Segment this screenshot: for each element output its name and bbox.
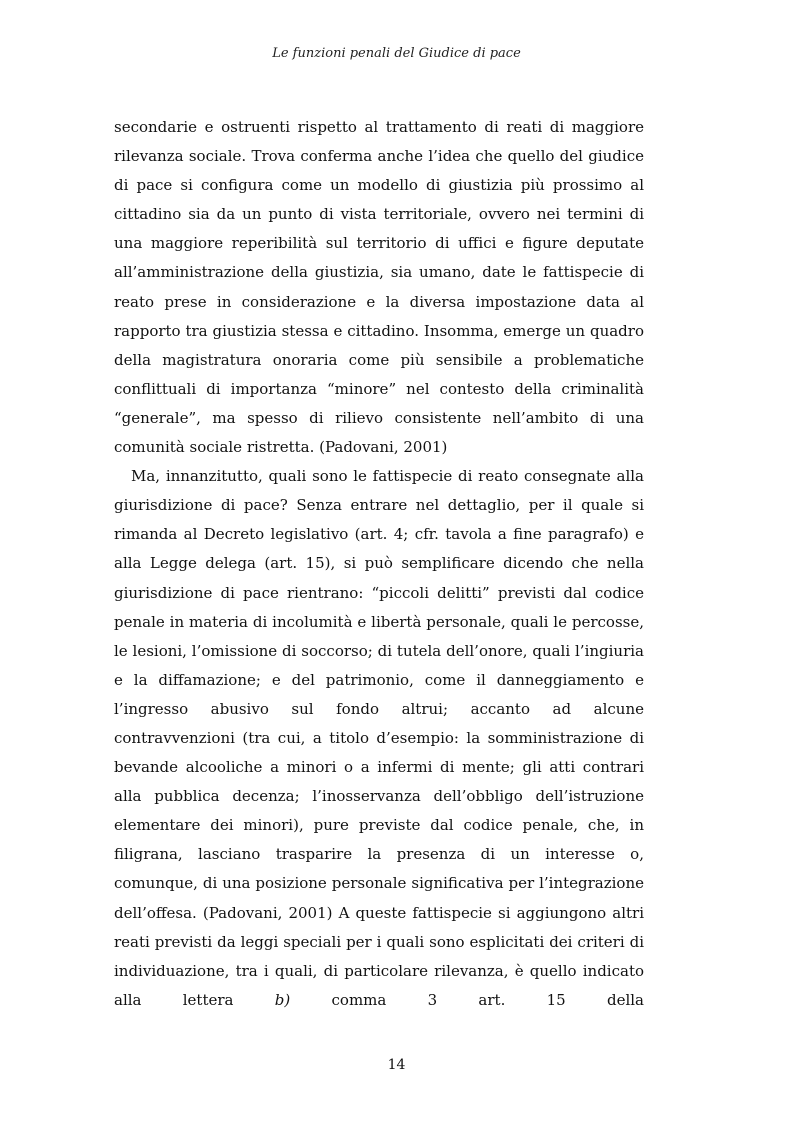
body-text: [114, 113, 644, 1015]
running-header: Le funzioni penali del Giudice di pace: [272, 46, 521, 61]
page-number: 14: [387, 1057, 406, 1073]
paragraph: secondarie e ostruenti rispetto al trattamento di reati di maggiore rilevanza sociale. Trova conferma anche l’idea che quello del giudice di pace si configura come un modello di giustizia più prossimo al cittadino sia da un punto di vista territoriale, ovvero nei termini di una maggiore reperibilità sul territorio di uffici e figure deputate all’amministrazione della giustizia, sia umano, date le fattispecie di reato prese in considerazione e la diversa impostazione data al rapporto tra giustizia stessa e cittadino. Insomma, emerge un quadro della magistratura onoraria come più sensibile a problematiche conflittuali di importanza “minore” nel contesto della criminalità “generale”, ma spesso di rilievo consistente nell’ambito di una comunità sociale ristretta. (Padovani, 2001): [114, 118, 644, 457]
paragraph-text: Ma, innanzitutto, quali sono le fattispecie di reato consegnate alla giurisdizione di pace? Senza entrare nel dettaglio, per il quale si rimanda al Decreto legislativo (art. 4; cfr. tavola a fine paragrafo) e alla Legge delega (art. 15), si può semplificare dicendo che nella giurisdizione di pace rientrano: “piccoli delitti” previsti dal codice penale in materia di incolumità e libertà personale, quali le percosse, le lesioni, l’omissione di soccorso; di tutela dell’onore, quali l’ingiuria e la diffamazione; e del patrimonio, come il danneggiamento e l’ingresso abusivo sul fondo altrui; accanto ad alcune contravvenzioni (tra cui, a titolo d’esempio: la somministrazione di bevande alcooliche a minori o a infermi di mente; gli atti contrari alla pubblica decenza; l’inosservanza dell’obbligo dell’istruzione elementare dei minori), pure previste dal codice penale, che, in filigrana, lasciano trasparire la presenza di un interesse o, comunque, di una posizione personale significativa per l’integrazione dell’offesa. (Padovani, 2001) A queste fattispecie si aggiungono altri reati previsti da leggi speciali per i quali sono esplicitati dei criteri di individuazione, tra i quali, di particolare rilevanza, è quello indicato alla lettera: [114, 467, 644, 1009]
paragraph: [114, 462, 644, 1015]
italic-letter-reference: b): [274, 990, 291, 1009]
paragraph-text: comma 3 art. 15 della: [290, 990, 644, 1009]
